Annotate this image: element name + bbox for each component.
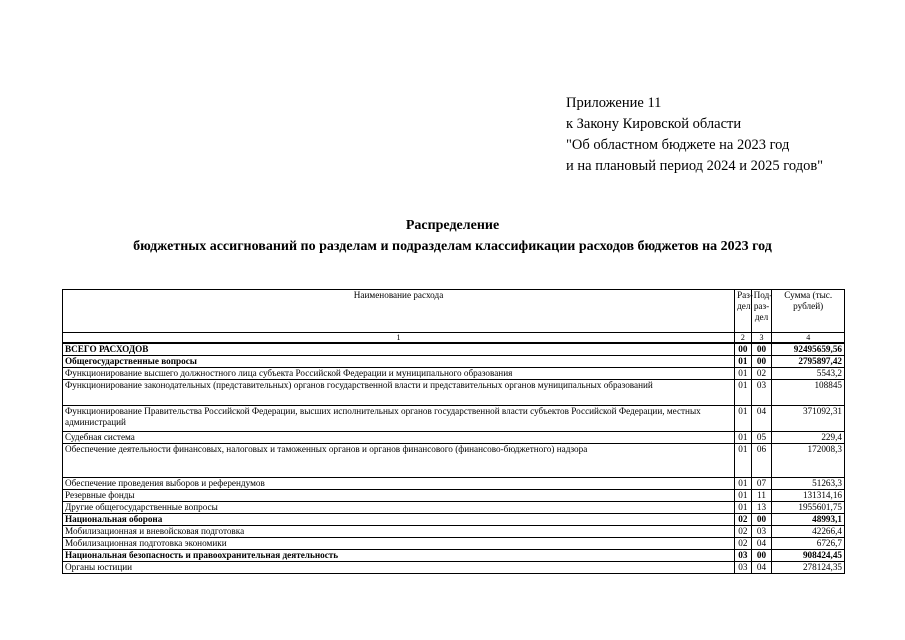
row-sum: 172008,3 (772, 444, 845, 478)
column-number: 2 (735, 333, 752, 344)
row-sum: 92495659,56 (772, 343, 845, 356)
row-name: Резервные фонды (63, 490, 735, 502)
row-name: Функционирование высшего должностного лица субъекта Российской Федерации и муниципального образования (63, 368, 735, 380)
row-section-code: 03 (735, 550, 752, 562)
row-section-code: 01 (735, 380, 752, 406)
row-sum: 371092,31 (772, 406, 845, 432)
row-name: Общегосударственные вопросы (63, 356, 735, 368)
row-section-code: 02 (735, 526, 752, 538)
row-section-code: 01 (735, 356, 752, 368)
appendix-line: и на плановый период 2024 и 2025 годов" (566, 158, 824, 174)
row-subsection-code: 02 (751, 368, 772, 380)
row-subsection-code: 04 (751, 538, 772, 550)
header-subsection: Под-раз-дел (751, 290, 772, 333)
row-name: Функционирование Правительства Российской Федерации, высших исполнительных органов государственной власти субъектов Российской Федерации, местных администраций (63, 406, 735, 432)
row-section-code: 01 (735, 432, 752, 444)
document-title: Распределение (405, 218, 500, 233)
column-number: 1 (63, 333, 735, 344)
row-subsection-code: 00 (751, 356, 772, 368)
table-row (63, 356, 845, 368)
row-sum: 229,4 (772, 432, 845, 444)
table-row (63, 478, 845, 490)
table-row (63, 380, 845, 406)
row-name: Органы юстиции (63, 562, 735, 574)
row-name: Другие общегосударственные вопросы (63, 502, 735, 514)
row-name: Обеспечение деятельности финансовых, налоговых и таможенных органов и органов финансового (финансово-бюджетного) надзора (63, 444, 735, 478)
row-sum: 5543,2 (772, 368, 845, 380)
row-name: Мобилизационная и вневойсковая подготовка (63, 526, 735, 538)
row-section-code: 01 (735, 444, 752, 478)
table-body (63, 343, 845, 574)
row-subsection-code: 00 (751, 514, 772, 526)
row-subsection-code: 03 (751, 526, 772, 538)
table-row (63, 502, 845, 514)
row-name: Функционирование законодательных (представительных) органов государственной власти и представительных органов муниципальных образований (63, 380, 735, 406)
row-name: Национальная безопасность и правоохранительная деятельность (63, 550, 735, 562)
row-subsection-code: 04 (751, 406, 772, 432)
header-sum: Сумма (тыс. рублей) (772, 290, 845, 333)
table-row (63, 550, 845, 562)
table-row (63, 514, 845, 526)
row-name: Национальная оборона (63, 514, 735, 526)
row-section-code: 01 (735, 490, 752, 502)
appendix-note (566, 93, 823, 177)
row-subsection-code: 00 (751, 550, 772, 562)
table-row (63, 444, 845, 478)
row-section-code: 01 (735, 406, 752, 432)
row-sum: 6726,7 (772, 538, 845, 550)
table-row (63, 490, 845, 502)
appendix-line: "Об областном бюджете на 2023 год (566, 137, 790, 153)
appendix-line: к Закону Кировской области (566, 116, 742, 132)
row-name: Мобилизационная подготовка экономики (63, 538, 735, 550)
table-row (63, 432, 845, 444)
row-sum: 48993,1 (772, 514, 845, 526)
row-sum: 108845 (772, 380, 845, 406)
row-name: ВСЕГО РАСХОДОВ (63, 343, 735, 356)
row-sum: 908424,45 (772, 550, 845, 562)
row-section-code: 03 (735, 562, 752, 574)
row-section-code: 01 (735, 368, 752, 380)
table-header-row (63, 290, 845, 333)
row-section-code: 02 (735, 514, 752, 526)
row-subsection-code: 03 (751, 380, 772, 406)
row-name: Судебная система (63, 432, 735, 444)
row-subsection-code: 06 (751, 444, 772, 478)
row-sum: 2795897,42 (772, 356, 845, 368)
document-subtitle: бюджетных ассигнований по разделам и подразделам классификации расходов бюджетов на 2023 год (133, 239, 772, 254)
table-row (63, 343, 845, 356)
row-sum: 51263,3 (772, 478, 845, 490)
row-section-code: 00 (735, 343, 752, 356)
column-number: 3 (751, 333, 772, 344)
row-sum: 131314,16 (772, 490, 845, 502)
row-subsection-code: 13 (751, 502, 772, 514)
row-sum: 1955601,75 (772, 502, 845, 514)
row-section-code: 02 (735, 538, 752, 550)
appendix-line: Приложение 11 (566, 95, 662, 111)
row-name: Обеспечение проведения выборов и референдумов (63, 478, 735, 490)
row-subsection-code: 04 (751, 562, 772, 574)
table-row (63, 562, 845, 574)
column-number: 4 (772, 333, 845, 344)
row-section-code: 01 (735, 502, 752, 514)
column-number-row (63, 333, 845, 344)
budget-table (62, 289, 845, 574)
row-subsection-code: 07 (751, 478, 772, 490)
header-name: Наименование расхода (63, 290, 735, 333)
row-subsection-code: 05 (751, 432, 772, 444)
row-sum: 278124,35 (772, 562, 845, 574)
row-sum: 42266,4 (772, 526, 845, 538)
table-row (63, 538, 845, 550)
table-row (63, 406, 845, 432)
table-row (63, 526, 845, 538)
row-subsection-code: 00 (751, 343, 772, 356)
row-subsection-code: 11 (751, 490, 772, 502)
row-section-code: 01 (735, 478, 752, 490)
header-section: Раз-дел (735, 290, 752, 333)
table-row (63, 368, 845, 380)
